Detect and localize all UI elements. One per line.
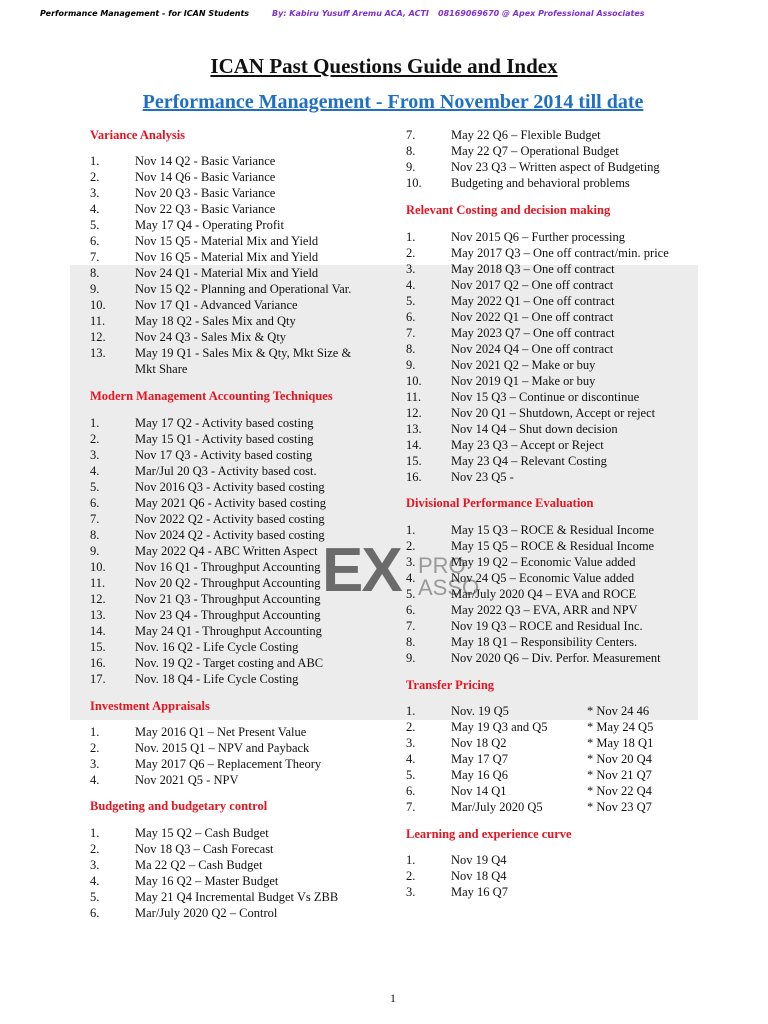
list-item-text: May 19 Q3 and Q5 [451,720,548,734]
list-item-extra: * Nov 20 Q4 [587,752,652,766]
list-item-number: 12. [90,330,106,344]
list-item-number: 13. [90,608,106,622]
list-item-text: May 2017 Q6 – Replacement Theory [135,757,322,771]
list-item [406,602,706,618]
list-item [406,634,706,650]
list-item-number: 8. [90,266,100,280]
list-item-text: Nov. 2015 Q1 – NPV and Payback [135,741,310,755]
list-item-number: 6. [90,234,100,248]
list-item-number: 6. [406,603,416,617]
list-item-number: 2. [406,539,416,553]
learning-list [406,852,706,900]
right-column-budget-cont [406,127,706,191]
budget-cont-list [406,127,706,191]
list-item-number: 3. [90,757,100,771]
list-item [406,522,706,538]
list-item-text: May 15 Q5 – ROCE & Residual Income [451,539,655,553]
list-item-number: 15. [90,640,106,654]
list-item-number: 4. [90,202,100,216]
list-item-number: 7. [406,326,416,340]
list-item-number: 6. [90,906,100,920]
list-item [90,905,380,921]
list-item-number: 1. [90,725,100,739]
list-item-text: Nov. 16 Q2 - Life Cycle Costing [135,640,299,654]
list-item-text: Nov 2020 Q6 – Div. Perfor. Measurement [451,651,661,665]
list-item-text: Nov 2015 Q6 – Further processing [451,230,625,244]
list-item [406,277,706,293]
list-item-number: 3. [406,555,416,569]
list-item-extra: * May 18 Q1 [587,736,654,750]
list-item [406,852,706,868]
list-item-text: Nov 23 Q3 – Written aspect of Budgeting [451,160,660,174]
list-item-text: Nov 18 Q3 – Cash Forecast [135,842,274,856]
list-item [406,127,706,143]
list-item [90,153,380,169]
list-item-number: 2. [90,842,100,856]
list-item-number: 1. [90,826,100,840]
list-item-text: Nov 14 Q2 - Basic Variance [135,154,276,168]
list-item [90,575,380,591]
list-item-number: 5. [406,294,416,308]
list-item [406,389,706,405]
list-item [90,431,380,447]
list-item [90,217,380,233]
list-item-number: 14. [406,438,422,452]
list-item-number: 16. [406,470,422,484]
list-item-extra: * Nov 21 Q7 [587,768,652,782]
list-item-extra: * Nov 24 46 [587,704,650,718]
list-item-number: 9. [90,544,100,558]
list-item-text: Nov. 19 Q2 - Target costing and ABC [135,656,324,670]
list-item-number: 11. [90,314,106,328]
list-item-text: May 2021 Q6 - Activity based costing [135,496,326,510]
list-item-text: May 2017 Q3 – One off contract/min. price [451,246,669,260]
header-course: Performance Management - for ICAN Students [40,9,250,18]
list-item-text: Nov. 19 Q5 [451,704,509,718]
list-item [90,329,380,345]
list-item-number: 3. [406,262,416,276]
list-item [90,313,380,329]
list-item-number: 13. [90,346,106,360]
list-item-number: 2. [90,170,100,184]
list-item [90,345,380,377]
list-item-text: May 19 Q1 - Sales Mix & Qty, Mkt Size & Mkt Share [135,346,352,376]
list-item-text: May 16 Q7 [451,885,508,899]
left-column-modern [90,388,380,687]
list-item-text: Nov 24 Q1 - Material Mix and Yield [135,266,319,280]
section-title-learning: Learning and experience curve [406,827,572,841]
transfer-list [406,703,706,815]
section-title-variance: Variance Analysis [90,128,186,142]
list-item [406,175,706,191]
list-item-text: Nov 19 Q3 – ROCE and Residual Inc. [451,619,643,633]
section-title-budgeting: Budgeting and budgetary control [90,799,268,813]
list-item [90,655,380,671]
list-item-number: 6. [406,310,416,324]
list-item-number: 12. [90,592,106,606]
list-item-text: Nov 14 Q4 – Shut down decision [451,422,618,436]
list-item-text: May 17 Q2 - Activity based costing [135,416,314,430]
list-item-number: 1. [90,154,100,168]
list-item-number: 10. [90,298,106,312]
list-item-extra: * Nov 22 Q4 [587,784,652,798]
list-item-number: 16. [90,656,106,670]
list-item-number: 1. [406,230,416,244]
list-item-text: May 15 Q2 – Cash Budget [135,826,269,840]
page-number: 1 [390,991,396,1005]
list-item-number: 7. [406,128,416,142]
list-item-number: 4. [406,752,416,766]
page-subtitle: Performance Management - From November 2014 till date [142,91,644,113]
list-item [406,453,706,469]
right-column-transfer [406,677,706,815]
list-item [406,735,706,751]
list-item [406,159,706,175]
list-item-number: 6. [90,496,100,510]
list-item-number: 2. [90,432,100,446]
list-item [90,249,380,265]
list-item [90,447,380,463]
list-item [406,469,706,485]
list-item-number: 4. [90,464,100,478]
section-title-modern: Modern Management Accounting Techniques [90,389,333,403]
list-item-text: May 2022 Q4 - ABC Written Aspect [135,544,318,558]
list-item-text: Nov 15 Q2 - Planning and Operational Var. [135,282,352,296]
list-item [406,650,706,666]
list-item-number: 5. [406,587,416,601]
list-item-number: 9. [406,651,416,665]
list-item [406,767,706,783]
list-item-text: Mar/July 2020 Q4 – EVA and ROCE [451,587,637,601]
left-column-budgeting [90,798,380,921]
list-item [406,357,706,373]
list-item [406,261,706,277]
list-item-number: 17. [90,672,106,686]
list-item-text: May 18 Q1 – Responsibility Centers. [451,635,638,649]
list-item-text: Nov 2021 Q2 – Make or buy [451,358,596,372]
list-item [406,799,706,815]
list-item-extra: * Nov 23 Q7 [587,800,652,814]
list-item [406,341,706,357]
list-item-number: 4. [90,773,100,787]
list-item [406,868,706,884]
list-item-text: May 2018 Q3 – One off contract [451,262,615,276]
list-item-text: May 16 Q2 – Master Budget [135,874,279,888]
list-item-number: 8. [406,342,416,356]
list-item [406,570,706,586]
list-item [406,719,706,735]
list-item-number: 5. [90,218,100,232]
list-item-number: 1. [406,704,416,718]
list-item [406,143,706,159]
list-item-text: May 15 Q3 – ROCE & Residual Income [451,523,655,537]
list-item-text: Nov 18 Q4 [451,869,507,883]
list-item-number: 1. [406,523,416,537]
list-item-text: Mar/Jul 20 Q3 - Activity based cost. [135,464,317,478]
list-item-number: 9. [406,358,416,372]
list-item [90,201,380,217]
list-item-number: 12. [406,406,422,420]
list-item-text: Nov. 18 Q4 - Life Cycle Costing [135,672,299,686]
right-column-learning [406,826,706,900]
list-item-text: May 23 Q3 – Accept or Reject [451,438,604,452]
list-item-text: Nov 21 Q3 - Throughput Accounting [135,592,321,606]
list-item-text: Nov 14 Q1 [451,784,507,798]
list-item-text: Nov 24 Q3 - Sales Mix & Qty [135,330,287,344]
right-column-relevant [406,202,706,485]
list-item-text: Nov 14 Q6 - Basic Variance [135,170,276,184]
list-item-number: 4. [90,874,100,888]
section-title-investment: Investment Appraisals [90,699,210,713]
relevant-list [406,229,706,485]
list-item-number: 1. [406,853,416,867]
list-item-extra: * May 24 Q5 [587,720,654,734]
list-item [90,889,380,905]
list-item [90,281,380,297]
list-item-text: May 18 Q2 - Sales Mix and Qty [135,314,296,328]
list-item-number: 13. [406,422,422,436]
list-item [90,756,380,772]
list-item-text: May 2016 Q1 – Net Present Value [135,725,307,739]
list-item-text: Nov 2024 Q2 - Activity based costing [135,528,325,542]
left-column-investment [90,698,380,788]
list-item-text: May 16 Q6 [451,768,508,782]
list-item-number: 5. [406,768,416,782]
list-item [406,325,706,341]
list-item-text: Nov 16 Q1 - Throughput Accounting [135,560,321,574]
section-title-divisional: Divisional Performance Evaluation [406,496,594,510]
section-title-relevant: Relevant Costing and decision making [406,203,611,217]
list-item-number: 9. [90,282,100,296]
list-item [406,293,706,309]
list-item [90,740,380,756]
list-item [406,783,706,799]
list-item-number: 6. [406,784,416,798]
list-item-number: 9. [406,160,416,174]
list-item-text: Nov 23 Q5 - [451,470,514,484]
list-item-text: May 2022 Q3 – EVA, ARR and NPV [451,603,638,617]
list-item [90,297,380,313]
list-item-number: 14. [90,624,106,638]
list-item [90,724,380,740]
list-item-text: Nov 24 Q5 – Economic Value added [451,571,635,585]
list-item [406,373,706,389]
list-item-text: May 21 Q4 Incremental Budget Vs ZBB [135,890,339,904]
list-item-number: 5. [90,480,100,494]
list-item-text: Nov 2022 Q1 – One off contract [451,310,614,324]
list-item-number: 7. [406,619,416,633]
list-item [406,884,706,900]
list-item [90,639,380,655]
list-item-text: Nov 20 Q1 – Shutdown, Accept or reject [451,406,656,420]
list-item-number: 10. [90,560,106,574]
list-item [90,511,380,527]
list-item-number: 2. [90,741,100,755]
list-item-text: Mar/July 2020 Q2 – Control [135,906,278,920]
list-item-text: Nov 2019 Q1 – Make or buy [451,374,596,388]
list-item-number: 3. [90,448,100,462]
list-item-number: 2. [406,720,416,734]
list-item-text: Nov 2016 Q3 - Activity based costing [135,480,325,494]
section-title-transfer: Transfer Pricing [406,678,495,692]
list-item [90,825,380,841]
list-item-text: May 22 Q7 – Operational Budget [451,144,619,158]
list-item-text: Nov 2017 Q2 – One off contract [451,278,614,292]
list-item [406,751,706,767]
investment-list [90,724,380,788]
list-item-number: 15. [406,454,422,468]
list-item [90,169,380,185]
list-item-text: Nov 2021 Q5 - NPV [135,773,239,787]
list-item-number: 2. [406,869,416,883]
list-item [406,538,706,554]
list-item [90,265,380,281]
list-item [406,421,706,437]
list-item-number: 5. [90,890,100,904]
list-item-text: Ma 22 Q2 – Cash Budget [135,858,263,872]
list-item-text: May 24 Q1 - Throughput Accounting [135,624,322,638]
list-item [90,591,380,607]
list-item [406,586,706,602]
list-item-number: 3. [406,736,416,750]
list-item [90,841,380,857]
list-item-number: 11. [406,390,422,404]
list-item-text: Nov 22 Q3 - Basic Variance [135,202,276,216]
list-item-text: Mar/July 2020 Q5 [451,800,543,814]
list-item-text: Nov 15 Q3 – Continue or discontinue [451,390,640,404]
list-item-number: 8. [406,635,416,649]
list-item-text: Nov 19 Q4 [451,853,507,867]
list-item-number: 2. [406,246,416,260]
list-item [90,233,380,249]
watermark-logo-text: PRO ASSO [418,553,480,600]
list-item-number: 11. [90,576,106,590]
list-item [90,415,380,431]
list-item-number: 7. [90,512,100,526]
left-column [90,127,380,377]
list-item-text: May 15 Q1 - Activity based costing [135,432,314,446]
list-item [90,607,380,623]
divisional-list [406,522,706,666]
list-item-text: May 22 Q6 – Flexible Budget [451,128,601,142]
list-item-number: 8. [90,528,100,542]
list-item [90,857,380,873]
list-item [90,185,380,201]
list-item-text: Nov 2024 Q4 – One off contract [451,342,614,356]
list-item [90,463,380,479]
list-item [406,309,706,325]
list-item [406,703,706,719]
list-item [406,437,706,453]
list-item-number: 3. [406,885,416,899]
list-item-text: Nov 20 Q3 - Basic Variance [135,186,276,200]
modern-list [90,415,380,687]
list-item [406,618,706,634]
list-item-text: Nov 15 Q5 - Material Mix and Yield [135,234,319,248]
list-item-number: 7. [406,800,416,814]
list-item-text: May 17 Q4 - Operating Profit [135,218,284,232]
list-item [406,245,706,261]
list-item-text: Nov 2022 Q2 - Activity based costing [135,512,325,526]
list-item-number: 3. [90,858,100,872]
list-item [90,543,380,559]
list-item-text: May 2023 Q7 – One off contract [451,326,615,340]
header-author: By: Kabiru Yusuff Aremu ACA, ACTI [272,9,429,18]
watermark-logo: EX [322,536,401,605]
list-item-text: Nov 23 Q4 - Throughput Accounting [135,608,321,622]
list-item-number: 10. [406,176,422,190]
page-title: ICAN Past Questions Guide and Index [210,54,558,78]
list-item-number: 1. [90,416,100,430]
list-item [90,527,380,543]
list-item [90,772,380,788]
list-item [90,479,380,495]
variance-list [90,153,380,377]
list-item [90,495,380,511]
list-item [90,671,380,687]
list-item [90,559,380,575]
budgeting-list [90,825,380,921]
right-column-divisional [406,495,706,666]
list-item [90,623,380,639]
list-item-number: 10. [406,374,422,388]
list-item-number: 3. [90,186,100,200]
list-item-number: 4. [406,278,416,292]
list-item-number: 7. [90,250,100,264]
list-item-text: Nov 16 Q5 - Material Mix and Yield [135,250,319,264]
list-item [406,405,706,421]
list-item-number: 8. [406,144,416,158]
list-item [406,554,706,570]
list-item-text: Budgeting and behavioral problems [451,176,630,190]
list-item-text: Nov 18 Q2 [451,736,507,750]
list-item-text: May 2022 Q1 – One off contract [451,294,615,308]
list-item-number: 4. [406,571,416,585]
list-item-text: Nov 20 Q2 - Throughput Accounting [135,576,321,590]
list-item [406,229,706,245]
header-contact: 08169069670 @ Apex Professional Associates [438,9,645,18]
list-item-text: Nov 17 Q1 - Advanced Variance [135,298,298,312]
list-item-text: May 19 Q2 – Economic Value added [451,555,636,569]
list-item-text: May 17 Q7 [451,752,508,766]
list-item-text: Nov 17 Q3 - Activity based costing [135,448,313,462]
list-item-text: May 23 Q4 – Relevant Costing [451,454,607,468]
list-item [90,873,380,889]
